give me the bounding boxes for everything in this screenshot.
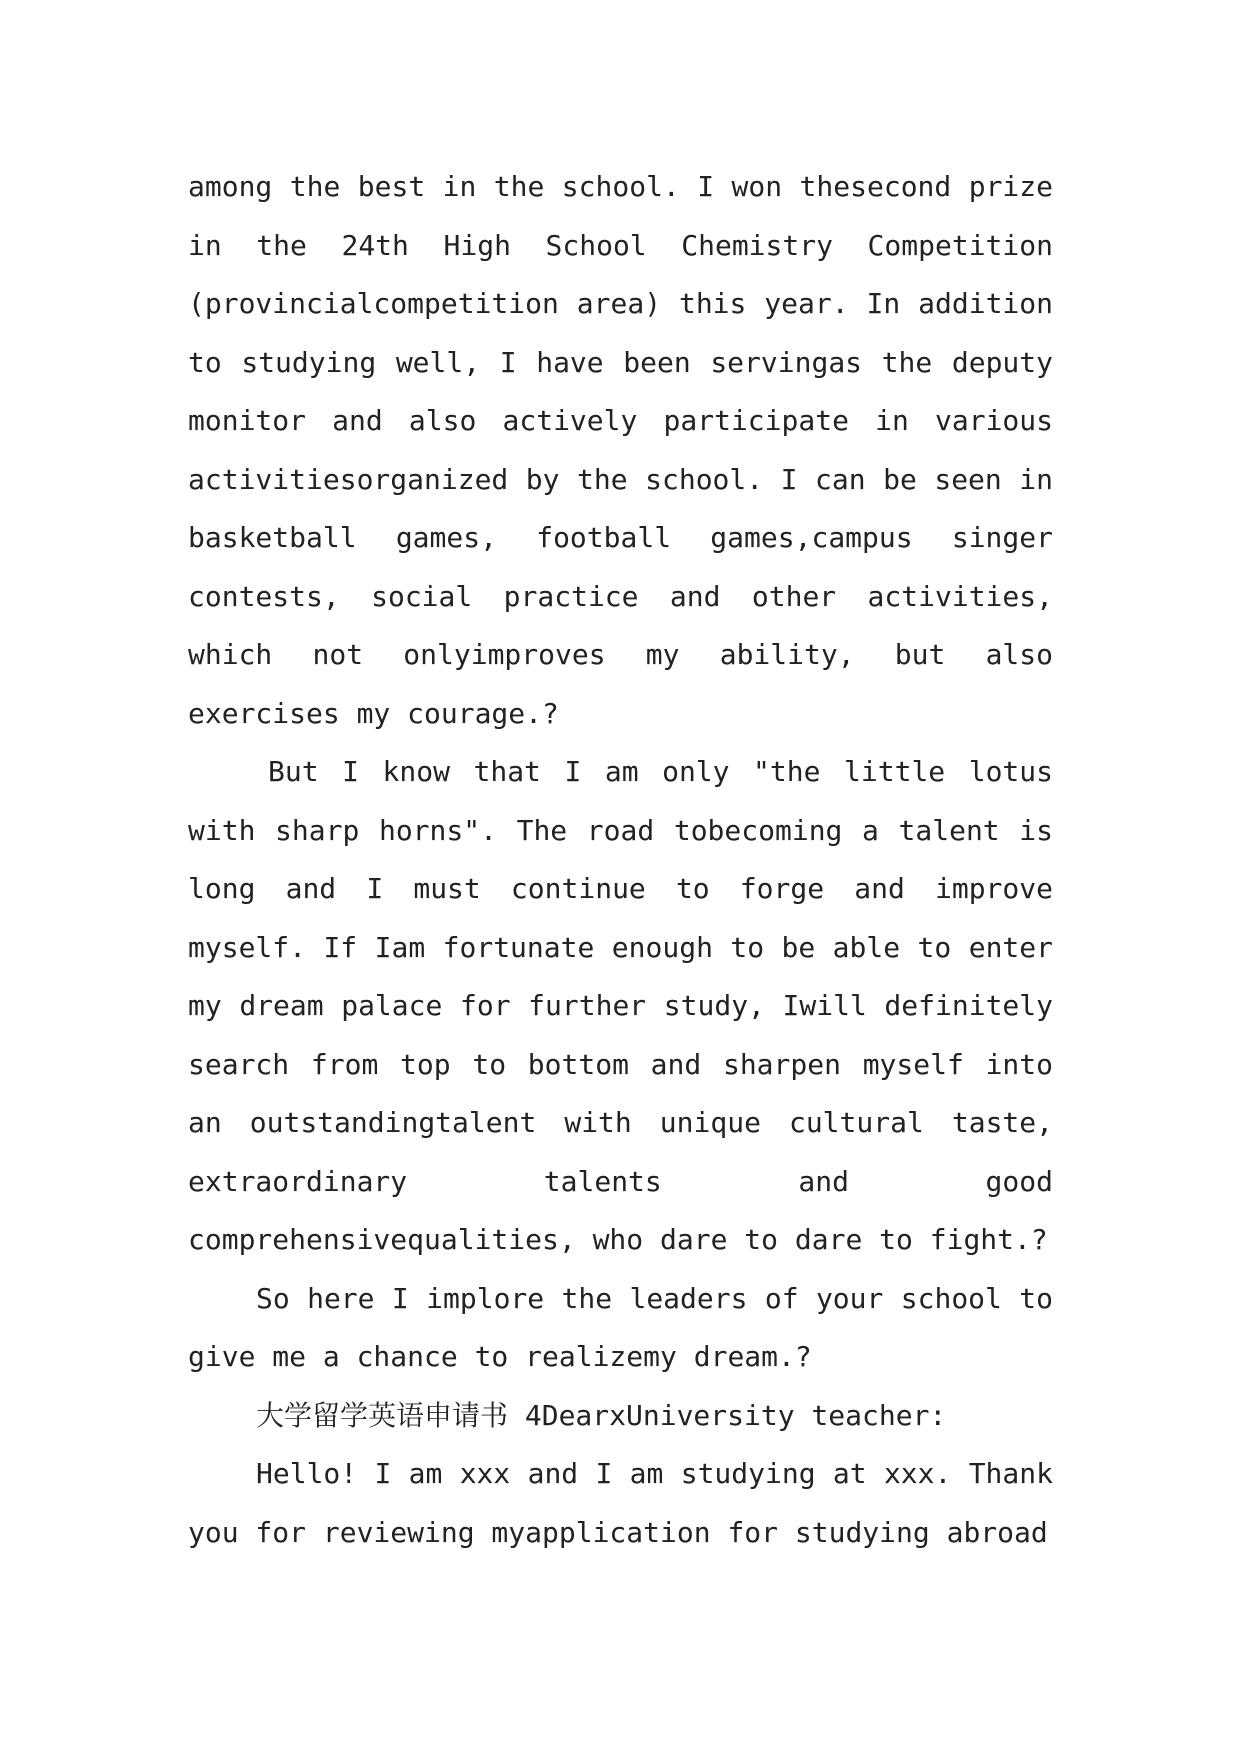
paragraph-little-lotus: But I know that I am only "the little lotus with sharp horns". The road tobecoming a talent is long and I must continue to forge and improve myself. If Iam fortunate enough to be able to enter my dream palace for further study, Iwill definitely search from top to bottom and sharpen myself into an outstandingtalent with unique cultural taste, extraordinary talents and good comprehensivequalities, who dare to dare to fight.? xyxy=(188,755,1053,1256)
section-heading-application-4: 大学留学英语申请书 4DearxUniversity teacher: xyxy=(256,1398,947,1432)
paragraph-greeting: Hello! I am xxx and I am studying at xxx. Thank you for reviewing myapplication for studying abroad xyxy=(188,1457,1053,1549)
paragraph-achievements: among the best in the school. I won thesecond prize in the 24th High School Chemistry Competition (provincialcompetition area) this year. In addition to studying well, I have been servingas the deputy monitor and also actively participate in various activitiesorganized by the school. I can be seen in basketball games, football games,campus singer contests, social practice and other activities, which not onlyimproves my ability, but also exercises my courage.? xyxy=(188,170,1053,730)
document-page xyxy=(188,158,1053,1562)
paragraph-implore: So here I implore the leaders of your school to give me a chance to realizemy dream.? xyxy=(188,1281,1053,1373)
